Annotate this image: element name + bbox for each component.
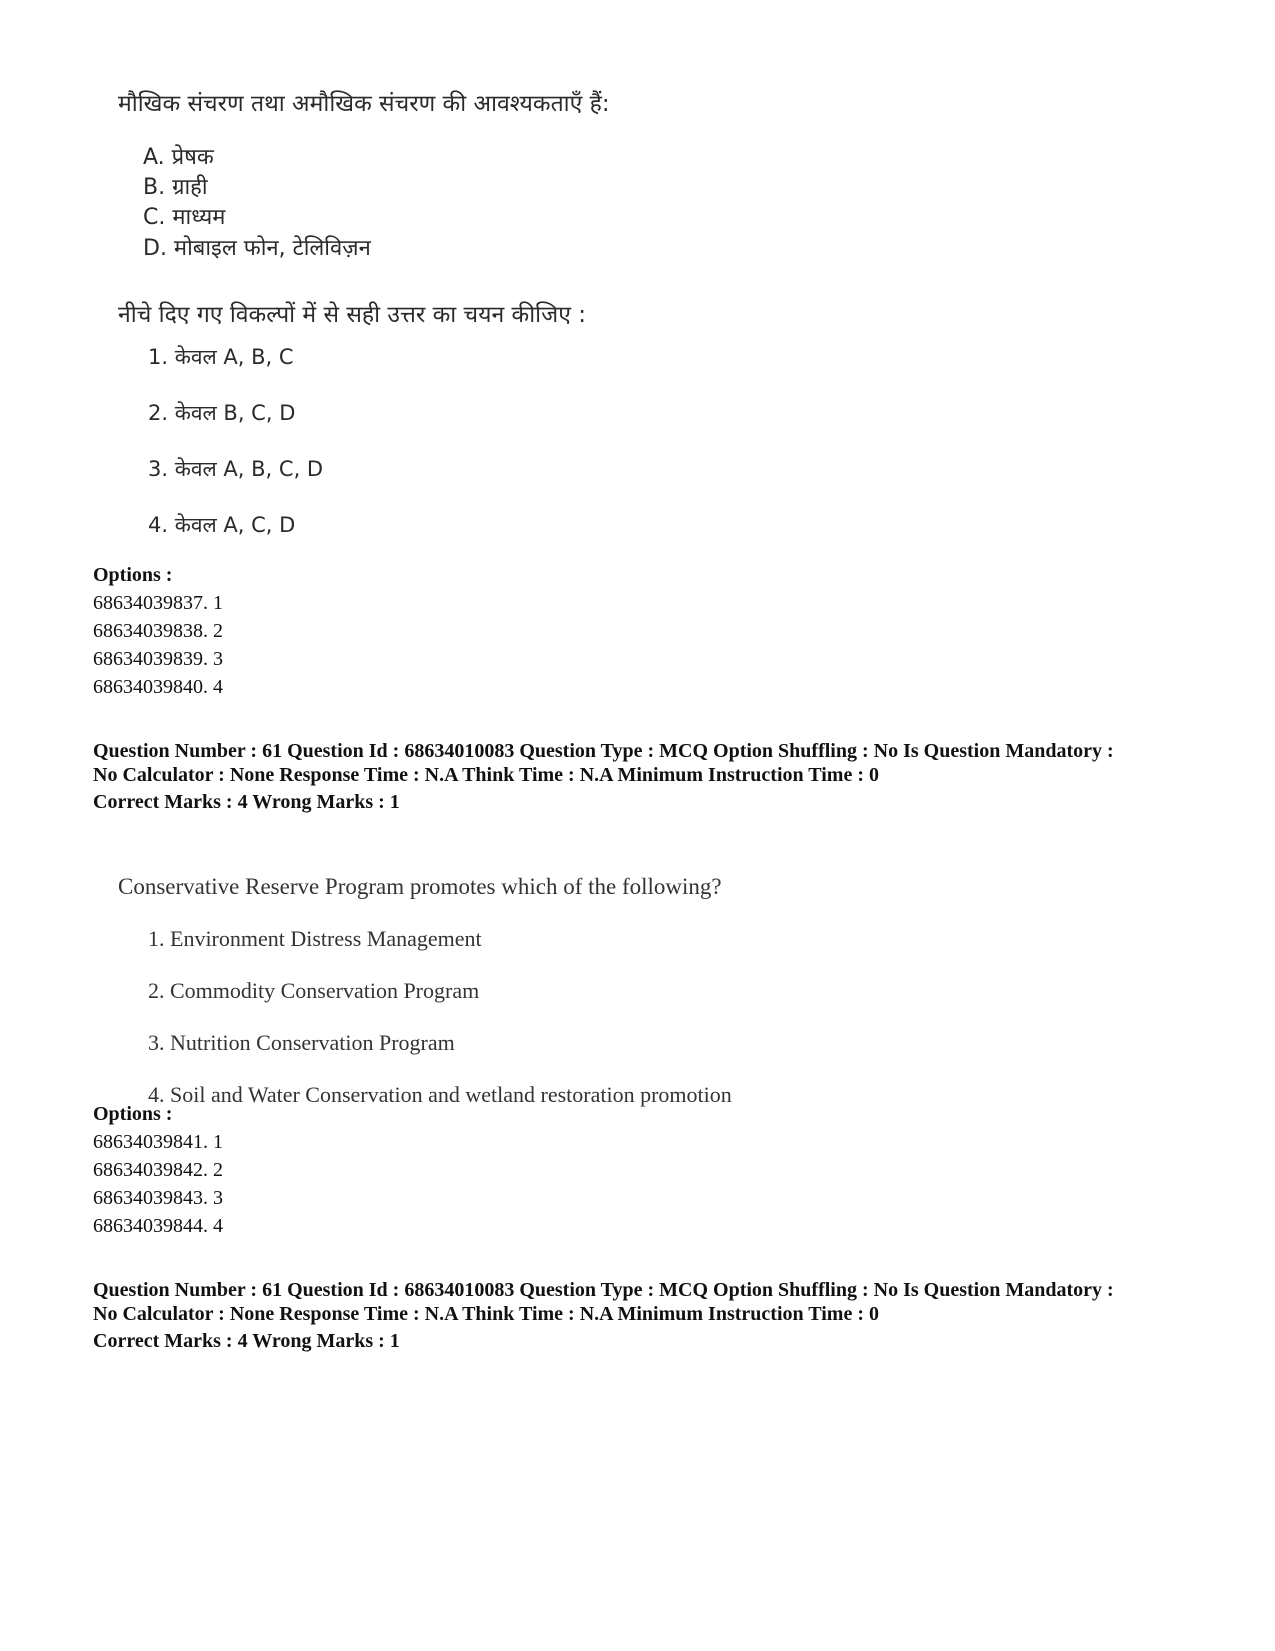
hindi-choice: 3. केवल A, B, C, D <box>148 457 324 481</box>
hindi-statement: B. ग्राही <box>143 175 208 200</box>
option-id-line: 68634039843. 3 <box>93 1187 223 1209</box>
option-id-line: 68634039841. 1 <box>93 1131 223 1153</box>
english-choice: 4. Soil and Water Conservation and wetland restoration promotion <box>148 1082 732 1107</box>
options-label: Options : <box>93 1103 173 1125</box>
hindi-question-stem: मौखिक संचरण तथा अमौखिक संचरण की आवश्यकताएँ हैं: <box>118 91 610 117</box>
question-metadata <box>93 739 1213 814</box>
metadata-line: No Calculator : None Response Time : N.A Think Time : N.A Minimum Instruction Time : 0 <box>93 764 879 786</box>
option-id-line: 68634039839. 3 <box>93 648 223 670</box>
marks-line: Correct Marks : 4 Wrong Marks : 1 <box>93 1330 400 1352</box>
option-id-line: 68634039844. 4 <box>93 1215 223 1237</box>
hindi-choice: 4. केवल A, C, D <box>148 513 296 537</box>
metadata-line: No Calculator : None Response Time : N.A Think Time : N.A Minimum Instruction Time : 0 <box>93 1303 879 1325</box>
hindi-choice: 1. केवल A, B, C <box>148 345 294 369</box>
english-choice: 1. Environment Distress Management <box>148 926 482 951</box>
options-label: Options : <box>93 564 173 586</box>
english-choice: 2. Commodity Conservation Program <box>148 978 480 1003</box>
hindi-statement: D. मोबाइल फोन, टेलिविज़न <box>143 236 371 261</box>
option-id-line: 68634039837. 1 <box>93 592 223 614</box>
english-question-stem: Conservative Reserve Program promotes which of the following? <box>118 874 722 899</box>
option-id-line: 68634039842. 2 <box>93 1159 223 1181</box>
hindi-choice: 2. केवल B, C, D <box>148 401 296 425</box>
hindi-question-prompt: नीचे दिए गए विकल्पों में से सही उत्तर का चयन कीजिए : <box>118 302 586 328</box>
marks-line: Correct Marks : 4 Wrong Marks : 1 <box>93 791 400 813</box>
option-id-line: 68634039840. 4 <box>93 676 223 698</box>
question-metadata <box>93 1278 1213 1353</box>
metadata-line: Question Number : 61 Question Id : 68634010083 Question Type : MCQ Option Shuffling : No Is Question Mandatory : <box>93 740 1114 762</box>
hindi-statement: A. प्रेषक <box>143 145 214 170</box>
english-choice: 3. Nutrition Conservation Program <box>148 1030 455 1055</box>
option-id-line: 68634039838. 2 <box>93 620 223 642</box>
hindi-statement: C. माध्यम <box>143 205 226 230</box>
metadata-line: Question Number : 61 Question Id : 68634010083 Question Type : MCQ Option Shuffling : No Is Question Mandatory : <box>93 1279 1114 1301</box>
